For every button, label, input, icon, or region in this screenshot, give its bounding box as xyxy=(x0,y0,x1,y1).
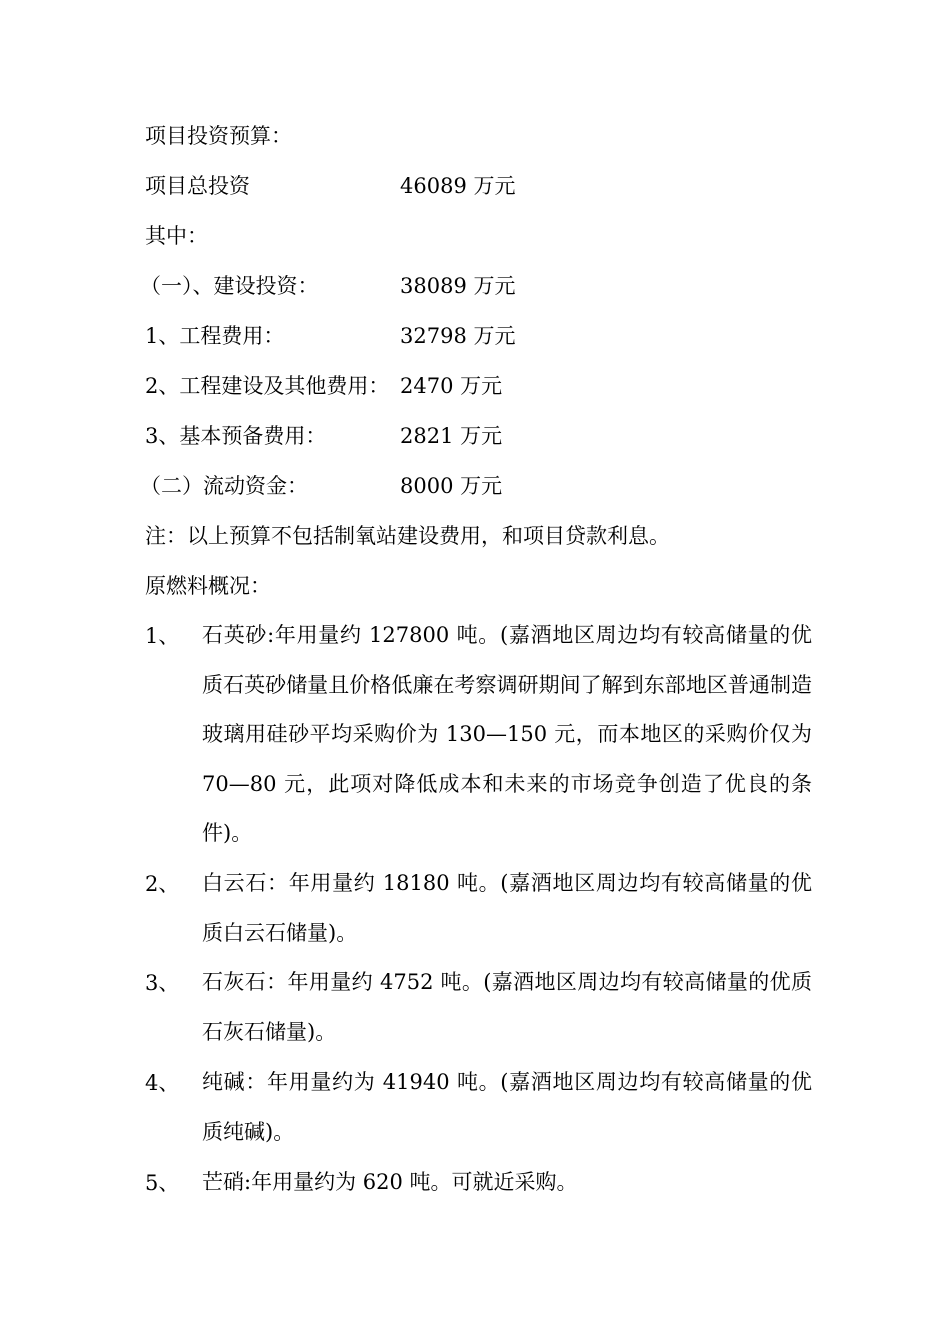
list-item-number: 2、 xyxy=(145,872,180,896)
budget-row-value: 2821 万元 xyxy=(400,424,503,448)
budget-row-value: 32798 万元 xyxy=(400,324,516,348)
budget-heading: 项目投资预算： xyxy=(145,124,292,148)
list-item-number: 4、 xyxy=(145,1071,180,1095)
list-item-number: 1、 xyxy=(145,624,180,648)
list-item-number: 5、 xyxy=(145,1171,180,1195)
budget-row-label: 1、工程费用： xyxy=(145,324,285,348)
budget-row-value: 38089 万元 xyxy=(400,274,516,298)
materials-heading: 原燃料概况： xyxy=(145,574,271,598)
budget-row-label: 项目总投资 xyxy=(145,174,250,198)
budget-row-label: 3、基本预备费用： xyxy=(145,424,327,448)
list-item-text: 芒硝:年用量约为 620 吨。可就近采购。 xyxy=(202,1170,578,1194)
budget-row-label: （二）流动资金： xyxy=(140,474,308,498)
list-item-text: 纯碱：年用量约为 41940 吨。(嘉酒地区周边均有较高储量的优质纯碱)。 xyxy=(202,1070,812,1144)
budget-row-label: （一）、建设投资： xyxy=(140,274,319,298)
budget-row-value: 46089 万元 xyxy=(400,174,516,198)
budget-row-label: 其中： xyxy=(145,224,208,248)
list-item-text: 石灰石：年用量约 4752 吨。(嘉酒地区周边均有较高储量的优质石灰石储量)。 xyxy=(202,970,812,1044)
budget-row-label: 2、工程建设及其他费用： xyxy=(145,374,390,398)
budget-row-value: 8000 万元 xyxy=(400,474,503,498)
list-item-number: 3、 xyxy=(145,971,180,995)
list-item-text: 白云石：年用量约 18180 吨。(嘉酒地区周边均有较高储量的优质白云石储量)。 xyxy=(202,871,812,945)
budget-note: 注：以上预算不包括制氧站建设费用，和项目贷款利息。 xyxy=(145,524,670,548)
list-item-text: 石英砂:年用量约 127800 吨。(嘉酒地区周边均有较高储量的优质石英砂储量且价格低廉在考察调研期间了解到东部地区普通制造玻璃用硅砂平均采购价为 130—150 元，而本地区的采购价仅为 70—80 元，此项对降低成本和未来的市场竞争创造了优良的条件)。 xyxy=(202,623,812,845)
budget-row-value: 2470 万元 xyxy=(400,374,503,398)
